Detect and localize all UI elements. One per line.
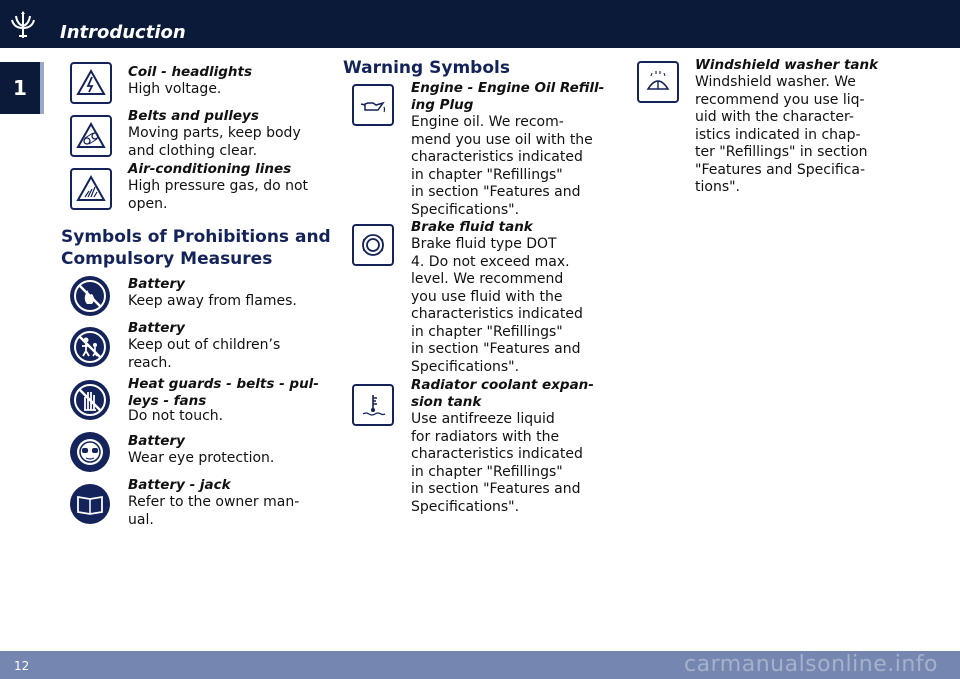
battery-body-1: Keep away from flames. [128, 293, 297, 309]
aircon-title: Air-conditioning lines [128, 161, 292, 177]
high-voltage-icon [70, 62, 112, 104]
warning-heading: Warning Symbols [343, 58, 510, 78]
battery-title-3: Battery [128, 433, 185, 449]
jack-title: Battery - jack [128, 477, 231, 493]
brake-title: Brake fluid tank [411, 219, 533, 235]
page-footer [0, 651, 960, 679]
chapter-tab: 1 [0, 62, 44, 114]
page-number: 12 [14, 659, 30, 673]
belts-title: Belts and pulleys [128, 108, 259, 124]
battery-body-3: Wear eye protection. [128, 450, 275, 466]
owner-manual-icon [70, 484, 110, 524]
no-children-icon [70, 327, 110, 367]
brake-fluid-icon [352, 224, 394, 266]
oil-title: Engine - Engine Oil Refill- ing Plug [411, 80, 605, 113]
no-flames-icon [70, 276, 110, 316]
watermark: carmanualsonline.info [684, 652, 938, 677]
battery-title-1: Battery [128, 276, 185, 292]
oil-body: Engine oil. We recom- mend you use oil with the characteristics indicated in chapter "Refillings" in section "Features and Specifications". [411, 114, 593, 218]
coolant-icon [352, 384, 394, 426]
jack-body: Refer to the owner man- ual. [128, 494, 300, 528]
aircon-body: High pressure gas, do not open. [128, 178, 309, 212]
coil-body: High voltage. [128, 81, 222, 97]
belts-pulleys-icon [70, 115, 112, 157]
brake-body: Brake fluid type DOT 4. Do not exceed max. level. We recommend you use fluid with the characteristics indicated in chapter "Refillings" in section "Features and Specifications". [411, 236, 583, 375]
do-not-touch-icon [70, 380, 110, 420]
trident-logo-icon [8, 10, 38, 40]
washer-fluid-icon [637, 61, 679, 103]
page-title: Introduction [60, 22, 186, 43]
belts-body: Moving parts, keep body and clothing clear. [128, 125, 301, 159]
page-header [0, 0, 960, 48]
coolant-body: Use antifreeze liquid for radiators with the characteristics indicated in chapter "Refillings" in section "Features and Specifications". [411, 411, 583, 515]
oil-can-icon [352, 84, 394, 126]
battery-body-2: Keep out of children’s reach. [128, 337, 281, 371]
eye-protection-icon [70, 432, 110, 472]
coil-title: Coil - headlights [128, 64, 252, 80]
prohibitions-heading: Symbols of Prohibitions and Compulsory Measures [61, 227, 331, 269]
heatguards-title: Heat guards - belts - pul- leys - fans [128, 376, 319, 409]
washer-title: Windshield washer tank [695, 57, 879, 73]
coolant-title: Radiator coolant expan- sion tank [411, 377, 594, 410]
pressure-gas-icon [70, 168, 112, 210]
heatguards-body: Do not touch. [128, 408, 224, 424]
battery-title-2: Battery [128, 320, 185, 336]
washer-body: Windshield washer. We recommend you use liq- uid with the character- istics indicated in chap- ter "Refillings" in section "Features and Specifica- tions". [695, 74, 868, 195]
